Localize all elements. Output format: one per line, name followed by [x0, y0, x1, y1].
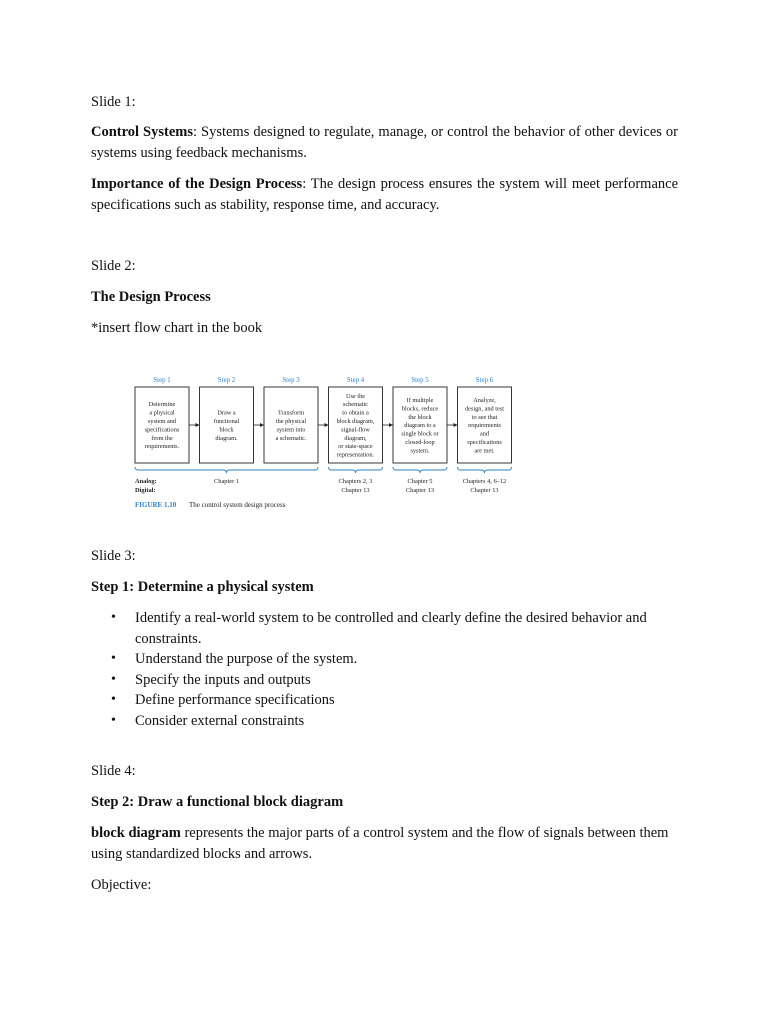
figure-caption-text: The control system design process — [189, 501, 286, 509]
step-box-text: Analyze, — [473, 397, 496, 404]
step-box-text: a physical — [149, 409, 175, 417]
bullet-item: • Consider external constraints — [91, 711, 678, 732]
control-systems-term: Control Systems — [91, 124, 193, 140]
design-process-importance-term: Importance of the Design Process — [91, 176, 303, 192]
step-label: Step 3 — [282, 377, 300, 384]
slide-3-label: Slide 3: — [91, 548, 136, 564]
chapter-brace — [458, 467, 512, 473]
step-box-text: or state-space — [338, 443, 373, 451]
chapter-analog-label: Chapters 2, 3 — [338, 478, 373, 485]
step-box-text: Determine — [148, 401, 176, 409]
step-box-text: design, and test — [465, 405, 504, 413]
step-box-text: specifications — [467, 439, 502, 446]
bullet-item: • Specify the inputs and outputs — [91, 670, 678, 691]
chapter-analog-label: Chapters 4, 6–12 — [462, 478, 507, 485]
design-process-importance-text: : The design process ensures the system will meet performance specifications such as stability, response time, and accuracy. — [91, 176, 679, 213]
chapter-digital-label: Chapter 13 — [341, 487, 370, 494]
slide-4-label: Slide 4: — [91, 763, 136, 779]
step-label: Step 4 — [346, 377, 365, 384]
step-box-text: block — [219, 426, 234, 434]
analog-row-label: Analog: — [135, 478, 157, 485]
figure-caption-number: FIGURE 1.10 — [135, 501, 177, 509]
step-box-text: single block or — [401, 430, 439, 438]
step-box-text: specifications — [144, 426, 180, 434]
step-box-text: diagram, — [344, 434, 367, 442]
design-process-flow-chart — [131, 345, 531, 520]
step-box-text: diagram to a — [404, 422, 436, 430]
block-diagram-term: block diagram — [91, 825, 181, 841]
chapter-digital-label: Chapter 13 — [405, 487, 435, 494]
step-box-text: to see that — [471, 413, 498, 421]
slide-1-label: Slide 1: — [91, 94, 136, 110]
chapter-analog-label: Chapter 1 — [213, 478, 240, 485]
step-box-text: functional — [213, 418, 240, 425]
step-box-text: requirements — [468, 422, 501, 430]
step-box-text: and — [479, 430, 490, 438]
step-box — [264, 387, 318, 463]
step-box-text: closed-loop — [405, 439, 435, 446]
step-box-text: block diagram, — [336, 418, 375, 425]
step-box-text: blocks, reduce — [401, 405, 439, 413]
step-box-text: requirements. — [144, 443, 180, 451]
step-box-text: Transform — [277, 409, 305, 417]
bullet-item: • Define performance specifications — [91, 690, 678, 711]
step-box-text: signal-flow — [341, 426, 370, 434]
step-box — [135, 387, 189, 463]
step-box — [200, 387, 254, 463]
control-systems-paragraph — [91, 122, 678, 164]
block-diagram-paragraph — [91, 823, 678, 865]
chapter-brace — [393, 467, 447, 473]
slide-2-label: Slide 2: — [91, 258, 136, 274]
step-box-text: the physical — [275, 418, 307, 425]
chapter-analog-label: Chapter 5 — [407, 478, 433, 485]
bullet-item: • Identify a real-world system to be controlled and clearly define the desired behavior and constraints. — [91, 608, 678, 649]
step-label: Step 2 — [217, 377, 236, 384]
step-1-heading: Step 1: Determine a physical system — [91, 579, 314, 595]
step-box-text: a schematic. — [275, 434, 307, 442]
step-box-text: schematic — [342, 401, 369, 409]
step-1-bullet-list — [91, 608, 678, 731]
step-box-text: system into — [276, 426, 306, 434]
chapter-brace — [135, 467, 318, 473]
step-box-text: system and — [147, 418, 177, 425]
step-2-heading: Step 2: Draw a functional block diagram — [91, 794, 344, 810]
step-box-text: system. — [410, 447, 430, 455]
step-box-text: diagram. — [215, 434, 238, 442]
step-label: Step 5 — [411, 377, 429, 384]
step-label: Step 6 — [475, 377, 494, 384]
objective-label: Objective: — [91, 877, 152, 893]
block-diagram-definition: represents the major parts of a control system and the flow of signals between them using standardized blocks and arrows. — [91, 825, 669, 862]
design-process-importance-paragraph — [91, 174, 678, 216]
step-box-text: to obtain a — [342, 409, 369, 417]
digital-row-label: Digital: — [135, 487, 156, 494]
chapter-digital-label: Chapter 13 — [470, 487, 499, 494]
control-systems-definition: : Systems designed to regulate, manage, or control the behavior of other devices or systems using feedback mechanisms. — [91, 124, 678, 161]
flow-chart-svg — [131, 345, 531, 520]
step-box-text: Use the — [345, 392, 366, 400]
step-box-text: the block — [408, 413, 432, 421]
flow-chart-note: *insert flow chart in the book — [91, 320, 263, 336]
bullet-item: • Understand the purpose of the system. — [91, 649, 678, 670]
step-box-text: are met. — [474, 447, 495, 455]
step-box-text: If multiple — [406, 397, 434, 404]
step-box-text: Draw a — [217, 409, 236, 417]
step-label: Step 1 — [153, 377, 171, 384]
step-box-text: from the — [151, 434, 173, 442]
design-process-heading: The Design Process — [91, 289, 211, 305]
chapter-brace — [329, 467, 383, 473]
step-box-text: representation. — [336, 451, 375, 459]
